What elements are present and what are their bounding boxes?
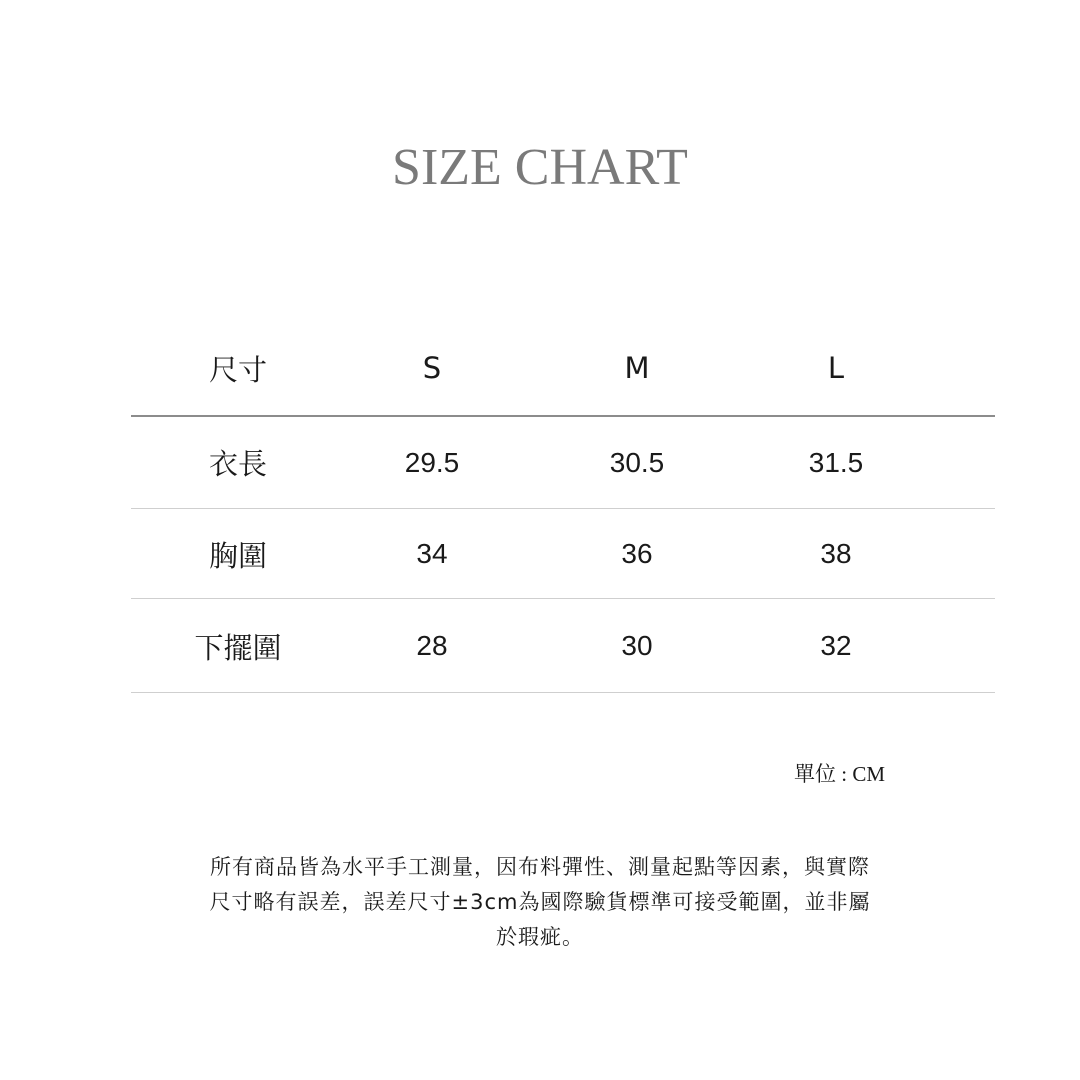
header-cell-size: 尺寸 (208, 352, 267, 387)
unit-label: 單位 (794, 762, 836, 786)
row-label-chest: 胸圍 (208, 538, 267, 573)
table-cell: 30.5 (609, 446, 665, 478)
table-cell: 29.5 (404, 446, 460, 478)
table-cell: 38 (820, 538, 852, 569)
header-cell-l: L (827, 351, 845, 385)
disclaimer-note (170, 850, 910, 955)
row-divider (131, 692, 995, 693)
table-cell: 30 (621, 630, 653, 661)
disclaimer-line: 尺寸略有誤差，誤差尺寸±3cm為國際驗貨標準可接受範圍，並非屬 (209, 890, 871, 914)
page-title: SIZE CHART (392, 139, 688, 196)
disclaimer-line: 於瑕疵。 (496, 925, 584, 949)
unit-separator: : (836, 762, 853, 786)
header-cell-m: M (624, 351, 650, 385)
size-table (131, 320, 995, 693)
row-divider (131, 508, 995, 509)
disclaimer-line: 所有商品皆為水平手工測量，因布料彈性、測量起點等因素，與實際 (210, 855, 870, 879)
table-row (131, 416, 995, 509)
row-label-hem: 下擺圍 (194, 630, 282, 665)
table-cell: 34 (416, 538, 448, 569)
table-cell: 36 (621, 538, 653, 569)
table-cell: 32 (820, 630, 852, 661)
header-divider (131, 415, 995, 417)
row-divider (131, 598, 995, 599)
unit-value: CM (852, 762, 886, 786)
header-cell-s: S (422, 351, 442, 385)
table-header-row (131, 320, 995, 416)
table-row (131, 509, 995, 599)
row-label-length: 衣長 (208, 447, 267, 481)
table-cell: 31.5 (808, 446, 864, 478)
table-cell: 28 (416, 630, 448, 661)
unit-note (794, 758, 885, 788)
table-row (131, 599, 995, 693)
